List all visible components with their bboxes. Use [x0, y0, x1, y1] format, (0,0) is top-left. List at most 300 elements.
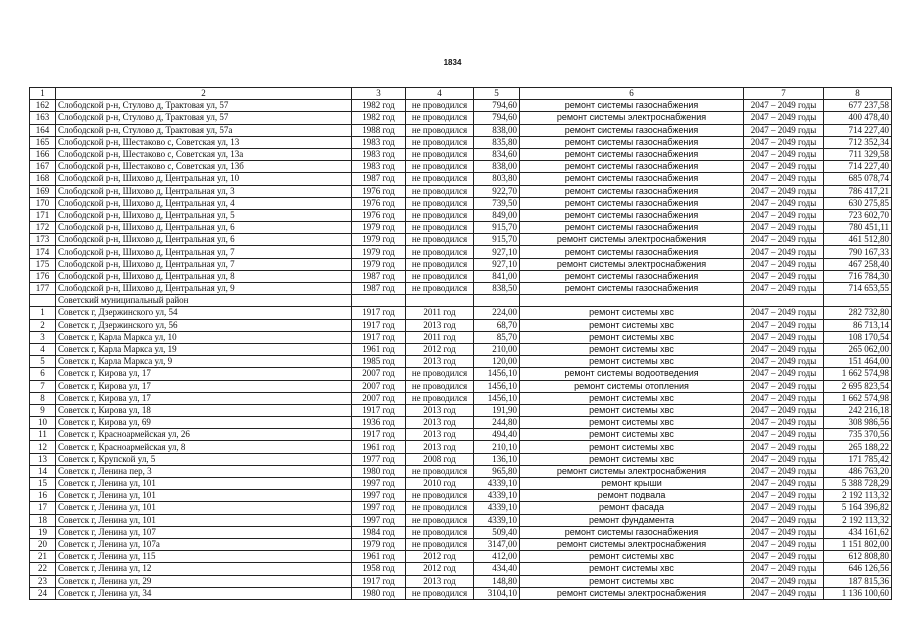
period-cell: 2047 – 2049 годы	[744, 270, 824, 282]
build-year-cell: 1980 год	[352, 465, 406, 477]
last-repair-year-cell: не проводился	[406, 197, 474, 209]
row-number-cell: 173	[30, 234, 56, 246]
address-cell: Советск г, Кирова ул, 69	[56, 417, 352, 429]
row-number-cell: 175	[30, 258, 56, 270]
work-type-cell: ремонт системы хвс	[520, 404, 744, 416]
work-type-cell: ремонт системы газоснабжения	[520, 185, 744, 197]
period-cell: 2047 – 2049 годы	[744, 356, 824, 368]
cost-cell: 685 078,74	[824, 173, 892, 185]
address-cell: Советск г, Ленина ул, 107	[56, 526, 352, 538]
last-repair-year-cell: 2011 год	[406, 307, 474, 319]
header-cell: 4	[406, 88, 474, 100]
cost-cell: 1 662 574,98	[824, 392, 892, 404]
build-year-cell: 1979 год	[352, 234, 406, 246]
cost-cell: 434 161,62	[824, 526, 892, 538]
build-year-cell: 1980 год	[352, 587, 406, 599]
table-row	[30, 148, 892, 160]
build-year-cell: 2007 год	[352, 392, 406, 404]
cost-cell: 5 164 396,82	[824, 502, 892, 514]
build-year-cell: 1983 год	[352, 148, 406, 160]
work-type-cell: ремонт подвала	[520, 490, 744, 502]
table-row	[30, 380, 892, 392]
area-cell: 849,00	[474, 209, 520, 221]
period-cell: 2047 – 2049 годы	[744, 453, 824, 465]
table-row	[30, 465, 892, 477]
address-cell: Слободской р-н, Стулово д, Трактовая ул, 57	[56, 100, 352, 112]
address-cell: Советск г, Ленина ул, 115	[56, 551, 352, 563]
build-year-cell: 1917 год	[352, 429, 406, 441]
header-cell: 3	[352, 88, 406, 100]
period-cell: 2047 – 2049 годы	[744, 514, 824, 526]
table-row	[30, 197, 892, 209]
last-repair-year-cell: не проводился	[406, 234, 474, 246]
section-number-cell	[30, 295, 56, 307]
period-cell: 2047 – 2049 годы	[744, 538, 824, 550]
work-type-cell: ремонт системы хвс	[520, 429, 744, 441]
row-number-cell: 171	[30, 209, 56, 221]
cost-cell: 1 151 802,00	[824, 538, 892, 550]
address-cell: Слободской р-н, Шихово д, Центральная ул, 6	[56, 222, 352, 234]
build-year-cell: 1988 год	[352, 124, 406, 136]
work-type-cell: ремонт системы хвс	[520, 417, 744, 429]
address-cell: Слободской р-н, Шихово д, Центральная ул, 6	[56, 234, 352, 246]
build-year-cell: 1982 год	[352, 100, 406, 112]
address-cell: Советск г, Карла Маркса ул, 19	[56, 343, 352, 355]
last-repair-year-cell: не проводился	[406, 136, 474, 148]
table-row	[30, 234, 892, 246]
header-row	[30, 88, 892, 100]
period-cell: 2047 – 2049 годы	[744, 136, 824, 148]
build-year-cell: 1997 год	[352, 490, 406, 502]
table-row	[30, 453, 892, 465]
table-row	[30, 100, 892, 112]
section-empty-cell	[520, 295, 744, 307]
cost-cell: 630 275,85	[824, 197, 892, 209]
area-cell: 210,00	[474, 343, 520, 355]
area-cell: 136,10	[474, 453, 520, 465]
work-type-cell: ремонт системы газоснабжения	[520, 136, 744, 148]
work-type-cell: ремонт системы хвс	[520, 563, 744, 575]
area-cell: 927,10	[474, 246, 520, 258]
row-number-cell: 163	[30, 112, 56, 124]
period-cell: 2047 – 2049 годы	[744, 112, 824, 124]
build-year-cell: 1936 год	[352, 417, 406, 429]
build-year-cell: 1997 год	[352, 502, 406, 514]
address-cell: Советск г, Карла Маркса ул, 9	[56, 356, 352, 368]
cost-cell: 467 258,40	[824, 258, 892, 270]
cost-cell: 1 136 100,60	[824, 587, 892, 599]
cost-cell: 308 986,56	[824, 417, 892, 429]
cost-cell: 677 237,58	[824, 100, 892, 112]
area-cell: 838,50	[474, 283, 520, 295]
cost-cell: 86 713,14	[824, 319, 892, 331]
table-row	[30, 307, 892, 319]
last-repair-year-cell: не проводился	[406, 124, 474, 136]
area-cell: 915,70	[474, 222, 520, 234]
cost-cell: 1 662 574,98	[824, 368, 892, 380]
build-year-cell: 1976 год	[352, 185, 406, 197]
cost-cell: 714 227,40	[824, 161, 892, 173]
work-type-cell: ремонт системы газоснабжения	[520, 173, 744, 185]
row-number-cell: 8	[30, 392, 56, 404]
work-type-cell: ремонт системы газоснабжения	[520, 148, 744, 160]
last-repair-year-cell: не проводился	[406, 538, 474, 550]
row-number-cell: 18	[30, 514, 56, 526]
table-body	[30, 88, 892, 600]
area-cell: 838,00	[474, 124, 520, 136]
work-type-cell: ремонт системы электроснабжения	[520, 465, 744, 477]
area-cell: 1456,10	[474, 392, 520, 404]
table-row	[30, 575, 892, 587]
build-year-cell: 1917 год	[352, 404, 406, 416]
work-type-cell: ремонт системы электроснабжения	[520, 538, 744, 550]
area-cell: 4339,10	[474, 514, 520, 526]
address-cell: Советск г, Ленина ул, 12	[56, 563, 352, 575]
build-year-cell: 1983 год	[352, 161, 406, 173]
row-number-cell: 165	[30, 136, 56, 148]
row-number-cell: 16	[30, 490, 56, 502]
period-cell: 2047 – 2049 годы	[744, 429, 824, 441]
area-cell: 148,80	[474, 575, 520, 587]
period-cell: 2047 – 2049 годы	[744, 368, 824, 380]
area-cell: 120,00	[474, 356, 520, 368]
area-cell: 841,00	[474, 270, 520, 282]
work-type-cell: ремонт системы хвс	[520, 551, 744, 563]
address-cell: Советск г, Кирова ул, 17	[56, 368, 352, 380]
cost-cell: 400 478,40	[824, 112, 892, 124]
page-number: 1834	[443, 58, 462, 67]
table-row	[30, 270, 892, 282]
area-cell: 834,60	[474, 148, 520, 160]
row-number-cell: 9	[30, 404, 56, 416]
table-row	[30, 319, 892, 331]
table-row	[30, 222, 892, 234]
build-year-cell: 1987 год	[352, 270, 406, 282]
area-cell: 85,70	[474, 331, 520, 343]
area-cell: 244,80	[474, 417, 520, 429]
row-number-cell: 23	[30, 575, 56, 587]
address-cell: Советск г, Кирова ул, 17	[56, 392, 352, 404]
last-repair-year-cell: не проводился	[406, 270, 474, 282]
row-number-cell: 21	[30, 551, 56, 563]
cost-cell: 716 784,30	[824, 270, 892, 282]
cost-cell: 646 126,56	[824, 563, 892, 575]
last-repair-year-cell: не проводился	[406, 258, 474, 270]
build-year-cell: 1983 год	[352, 136, 406, 148]
address-cell: Слободской р-н, Стулово д, Трактовая ул, 57а	[56, 124, 352, 136]
last-repair-year-cell: 2012 год	[406, 563, 474, 575]
cost-cell: 780 451,11	[824, 222, 892, 234]
build-year-cell: 1977 год	[352, 453, 406, 465]
build-year-cell: 1958 год	[352, 563, 406, 575]
work-type-cell: ремонт системы хвс	[520, 441, 744, 453]
last-repair-year-cell: 2013 год	[406, 319, 474, 331]
cost-cell: 612 808,80	[824, 551, 892, 563]
cost-cell: 714 227,40	[824, 124, 892, 136]
cost-cell: 5 388 728,29	[824, 478, 892, 490]
table-row	[30, 538, 892, 550]
table-row	[30, 526, 892, 538]
row-number-cell: 167	[30, 161, 56, 173]
address-cell: Слободской р-н, Шихово д, Центральная ул, 3	[56, 185, 352, 197]
row-number-cell: 10	[30, 417, 56, 429]
section-empty-cell	[406, 295, 474, 307]
row-number-cell: 4	[30, 343, 56, 355]
period-cell: 2047 – 2049 годы	[744, 551, 824, 563]
row-number-cell: 5	[30, 356, 56, 368]
period-cell: 2047 – 2049 годы	[744, 124, 824, 136]
last-repair-year-cell: не проводился	[406, 283, 474, 295]
table-row	[30, 185, 892, 197]
period-cell: 2047 – 2049 годы	[744, 234, 824, 246]
cost-cell: 265 188,22	[824, 441, 892, 453]
row-number-cell: 2	[30, 319, 56, 331]
build-year-cell: 1961 год	[352, 441, 406, 453]
period-cell: 2047 – 2049 годы	[744, 209, 824, 221]
row-number-cell: 162	[30, 100, 56, 112]
period-cell: 2047 – 2049 годы	[744, 392, 824, 404]
work-type-cell: ремонт системы хвс	[520, 392, 744, 404]
area-cell: 191,90	[474, 404, 520, 416]
cost-cell: 151 464,00	[824, 356, 892, 368]
area-cell: 210,10	[474, 441, 520, 453]
work-type-cell: ремонт фундамента	[520, 514, 744, 526]
build-year-cell: 1984 год	[352, 526, 406, 538]
table-row	[30, 429, 892, 441]
area-cell: 224,00	[474, 307, 520, 319]
table-row	[30, 258, 892, 270]
last-repair-year-cell: не проводился	[406, 209, 474, 221]
table-row	[30, 209, 892, 221]
last-repair-year-cell: 2013 год	[406, 417, 474, 429]
address-cell: Советск г, Кирова ул, 18	[56, 404, 352, 416]
address-cell: Советск г, Ленина пер, 3	[56, 465, 352, 477]
row-number-cell: 172	[30, 222, 56, 234]
work-type-cell: ремонт системы газоснабжения	[520, 283, 744, 295]
table-row	[30, 343, 892, 355]
area-cell: 1456,10	[474, 380, 520, 392]
last-repair-year-cell: не проводился	[406, 148, 474, 160]
period-cell: 2047 – 2049 годы	[744, 283, 824, 295]
last-repair-year-cell: 2010 год	[406, 478, 474, 490]
period-cell: 2047 – 2049 годы	[744, 161, 824, 173]
table-row	[30, 502, 892, 514]
area-cell: 4339,10	[474, 478, 520, 490]
row-number-cell: 176	[30, 270, 56, 282]
build-year-cell: 1961 год	[352, 551, 406, 563]
row-number-cell: 168	[30, 173, 56, 185]
work-type-cell: ремонт системы газоснабжения	[520, 197, 744, 209]
period-cell: 2047 – 2049 годы	[744, 490, 824, 502]
cost-cell: 714 653,55	[824, 283, 892, 295]
period-cell: 2047 – 2049 годы	[744, 173, 824, 185]
period-cell: 2047 – 2049 годы	[744, 148, 824, 160]
table-row	[30, 124, 892, 136]
period-cell: 2047 – 2049 годы	[744, 319, 824, 331]
build-year-cell: 1917 год	[352, 331, 406, 343]
last-repair-year-cell: 2011 год	[406, 331, 474, 343]
address-cell: Советск г, Дзержинского ул, 54	[56, 307, 352, 319]
cost-cell: 790 167,33	[824, 246, 892, 258]
last-repair-year-cell: не проводился	[406, 161, 474, 173]
period-cell: 2047 – 2049 годы	[744, 478, 824, 490]
period-cell: 2047 – 2049 годы	[744, 246, 824, 258]
work-type-cell: ремонт системы хвс	[520, 356, 744, 368]
work-type-cell: ремонт системы водоотведения	[520, 368, 744, 380]
build-year-cell: 1917 год	[352, 319, 406, 331]
area-cell: 794,60	[474, 112, 520, 124]
row-number-cell: 170	[30, 197, 56, 209]
last-repair-year-cell: не проводился	[406, 465, 474, 477]
table-row	[30, 404, 892, 416]
cost-cell: 486 763,20	[824, 465, 892, 477]
address-cell: Советск г, Ленина ул, 34	[56, 587, 352, 599]
registry-table	[29, 87, 892, 600]
area-cell: 434,40	[474, 563, 520, 575]
build-year-cell: 1979 год	[352, 258, 406, 270]
address-cell: Слободской р-н, Шестаково с, Советская ул, 13б	[56, 161, 352, 173]
period-cell: 2047 – 2049 годы	[744, 100, 824, 112]
build-year-cell: 1987 год	[352, 283, 406, 295]
header-cell: 2	[56, 88, 352, 100]
table-row	[30, 417, 892, 429]
address-cell: Слободской р-н, Шихово д, Центральная ул, 4	[56, 197, 352, 209]
area-cell: 494,40	[474, 429, 520, 441]
row-number-cell: 20	[30, 538, 56, 550]
table-row	[30, 490, 892, 502]
build-year-cell: 1985 год	[352, 356, 406, 368]
build-year-cell: 1982 год	[352, 112, 406, 124]
work-type-cell: ремонт системы хвс	[520, 453, 744, 465]
area-cell: 838,00	[474, 161, 520, 173]
last-repair-year-cell: не проводился	[406, 222, 474, 234]
section-title: Советский муниципальный район	[56, 295, 352, 307]
row-number-cell: 174	[30, 246, 56, 258]
area-cell: 803,80	[474, 173, 520, 185]
period-cell: 2047 – 2049 годы	[744, 575, 824, 587]
last-repair-year-cell: не проводился	[406, 112, 474, 124]
period-cell: 2047 – 2049 годы	[744, 417, 824, 429]
period-cell: 2047 – 2049 годы	[744, 343, 824, 355]
work-type-cell: ремонт системы электроснабжения	[520, 587, 744, 599]
last-repair-year-cell: 2013 год	[406, 441, 474, 453]
build-year-cell: 1961 год	[352, 343, 406, 355]
address-cell: Слободской р-н, Шихово д, Центральная ул, 5	[56, 209, 352, 221]
build-year-cell: 1976 год	[352, 209, 406, 221]
address-cell: Советск г, Красноармейская ул, 8	[56, 441, 352, 453]
table-row	[30, 441, 892, 453]
section-row	[30, 295, 892, 307]
work-type-cell: ремонт системы газоснабжения	[520, 270, 744, 282]
cost-cell: 2 695 823,54	[824, 380, 892, 392]
work-type-cell: ремонт системы электроснабжения	[520, 258, 744, 270]
build-year-cell: 1979 год	[352, 538, 406, 550]
period-cell: 2047 – 2049 годы	[744, 404, 824, 416]
table-row	[30, 356, 892, 368]
area-cell: 4339,10	[474, 490, 520, 502]
last-repair-year-cell: не проводился	[406, 173, 474, 185]
address-cell: Советск г, Красноармейская ул, 26	[56, 429, 352, 441]
area-cell: 1456,10	[474, 368, 520, 380]
last-repair-year-cell: не проводился	[406, 587, 474, 599]
build-year-cell: 1917 год	[352, 575, 406, 587]
build-year-cell: 1979 год	[352, 222, 406, 234]
table-row	[30, 551, 892, 563]
period-cell: 2047 – 2049 годы	[744, 331, 824, 343]
period-cell: 2047 – 2049 годы	[744, 185, 824, 197]
last-repair-year-cell: не проводился	[406, 185, 474, 197]
address-cell: Советск г, Ленина ул, 29	[56, 575, 352, 587]
period-cell: 2047 – 2049 годы	[744, 526, 824, 538]
row-number-cell: 1	[30, 307, 56, 319]
last-repair-year-cell: 2013 год	[406, 429, 474, 441]
work-type-cell: ремонт системы хвс	[520, 575, 744, 587]
work-type-cell: ремонт системы газоснабжения	[520, 246, 744, 258]
table-row	[30, 246, 892, 258]
address-cell: Советск г, Ленина ул, 101	[56, 478, 352, 490]
period-cell: 2047 – 2049 годы	[744, 380, 824, 392]
row-number-cell: 15	[30, 478, 56, 490]
work-type-cell: ремонт системы газоснабжения	[520, 100, 744, 112]
area-cell: 4339,10	[474, 502, 520, 514]
row-number-cell: 14	[30, 465, 56, 477]
row-number-cell: 17	[30, 502, 56, 514]
last-repair-year-cell: не проводился	[406, 392, 474, 404]
period-cell: 2047 – 2049 годы	[744, 222, 824, 234]
work-type-cell: ремонт системы газоснабжения	[520, 526, 744, 538]
table-row	[30, 173, 892, 185]
period-cell: 2047 – 2049 годы	[744, 197, 824, 209]
last-repair-year-cell: не проводился	[406, 514, 474, 526]
last-repair-year-cell: не проводился	[406, 380, 474, 392]
header-cell: 5	[474, 88, 520, 100]
address-cell: Слободской р-н, Шихово д, Центральная ул, 7	[56, 258, 352, 270]
row-number-cell: 166	[30, 148, 56, 160]
work-type-cell: ремонт фасада	[520, 502, 744, 514]
header-cell: 8	[824, 88, 892, 100]
cost-cell: 786 417,21	[824, 185, 892, 197]
table-row	[30, 392, 892, 404]
last-repair-year-cell: 2013 год	[406, 575, 474, 587]
work-type-cell: ремонт системы электроснабжения	[520, 234, 744, 246]
last-repair-year-cell: 2013 год	[406, 404, 474, 416]
area-cell: 509,40	[474, 526, 520, 538]
last-repair-year-cell: не проводился	[406, 526, 474, 538]
work-type-cell: ремонт крыши	[520, 478, 744, 490]
period-cell: 2047 – 2049 годы	[744, 563, 824, 575]
table-row	[30, 161, 892, 173]
cost-cell: 108 170,54	[824, 331, 892, 343]
address-cell: Слободской р-н, Шихово д, Центральная ул, 10	[56, 173, 352, 185]
table-row	[30, 331, 892, 343]
period-cell: 2047 – 2049 годы	[744, 587, 824, 599]
section-empty-cell	[474, 295, 520, 307]
cost-cell: 711 329,58	[824, 148, 892, 160]
cost-cell: 187 815,36	[824, 575, 892, 587]
header-cell: 1	[30, 88, 56, 100]
build-year-cell: 2007 год	[352, 380, 406, 392]
build-year-cell: 1979 год	[352, 246, 406, 258]
address-cell: Слободской р-н, Шестаково с, Советская ул, 13	[56, 136, 352, 148]
table-row	[30, 368, 892, 380]
row-number-cell: 24	[30, 587, 56, 599]
area-cell: 927,10	[474, 258, 520, 270]
address-cell: Советск г, Ленина ул, 101	[56, 502, 352, 514]
last-repair-year-cell: не проводился	[406, 100, 474, 112]
cost-cell: 265 062,00	[824, 343, 892, 355]
address-cell: Слободской р-н, Шихово д, Центральная ул, 8	[56, 270, 352, 282]
address-cell: Советск г, Кирова ул, 17	[56, 380, 352, 392]
